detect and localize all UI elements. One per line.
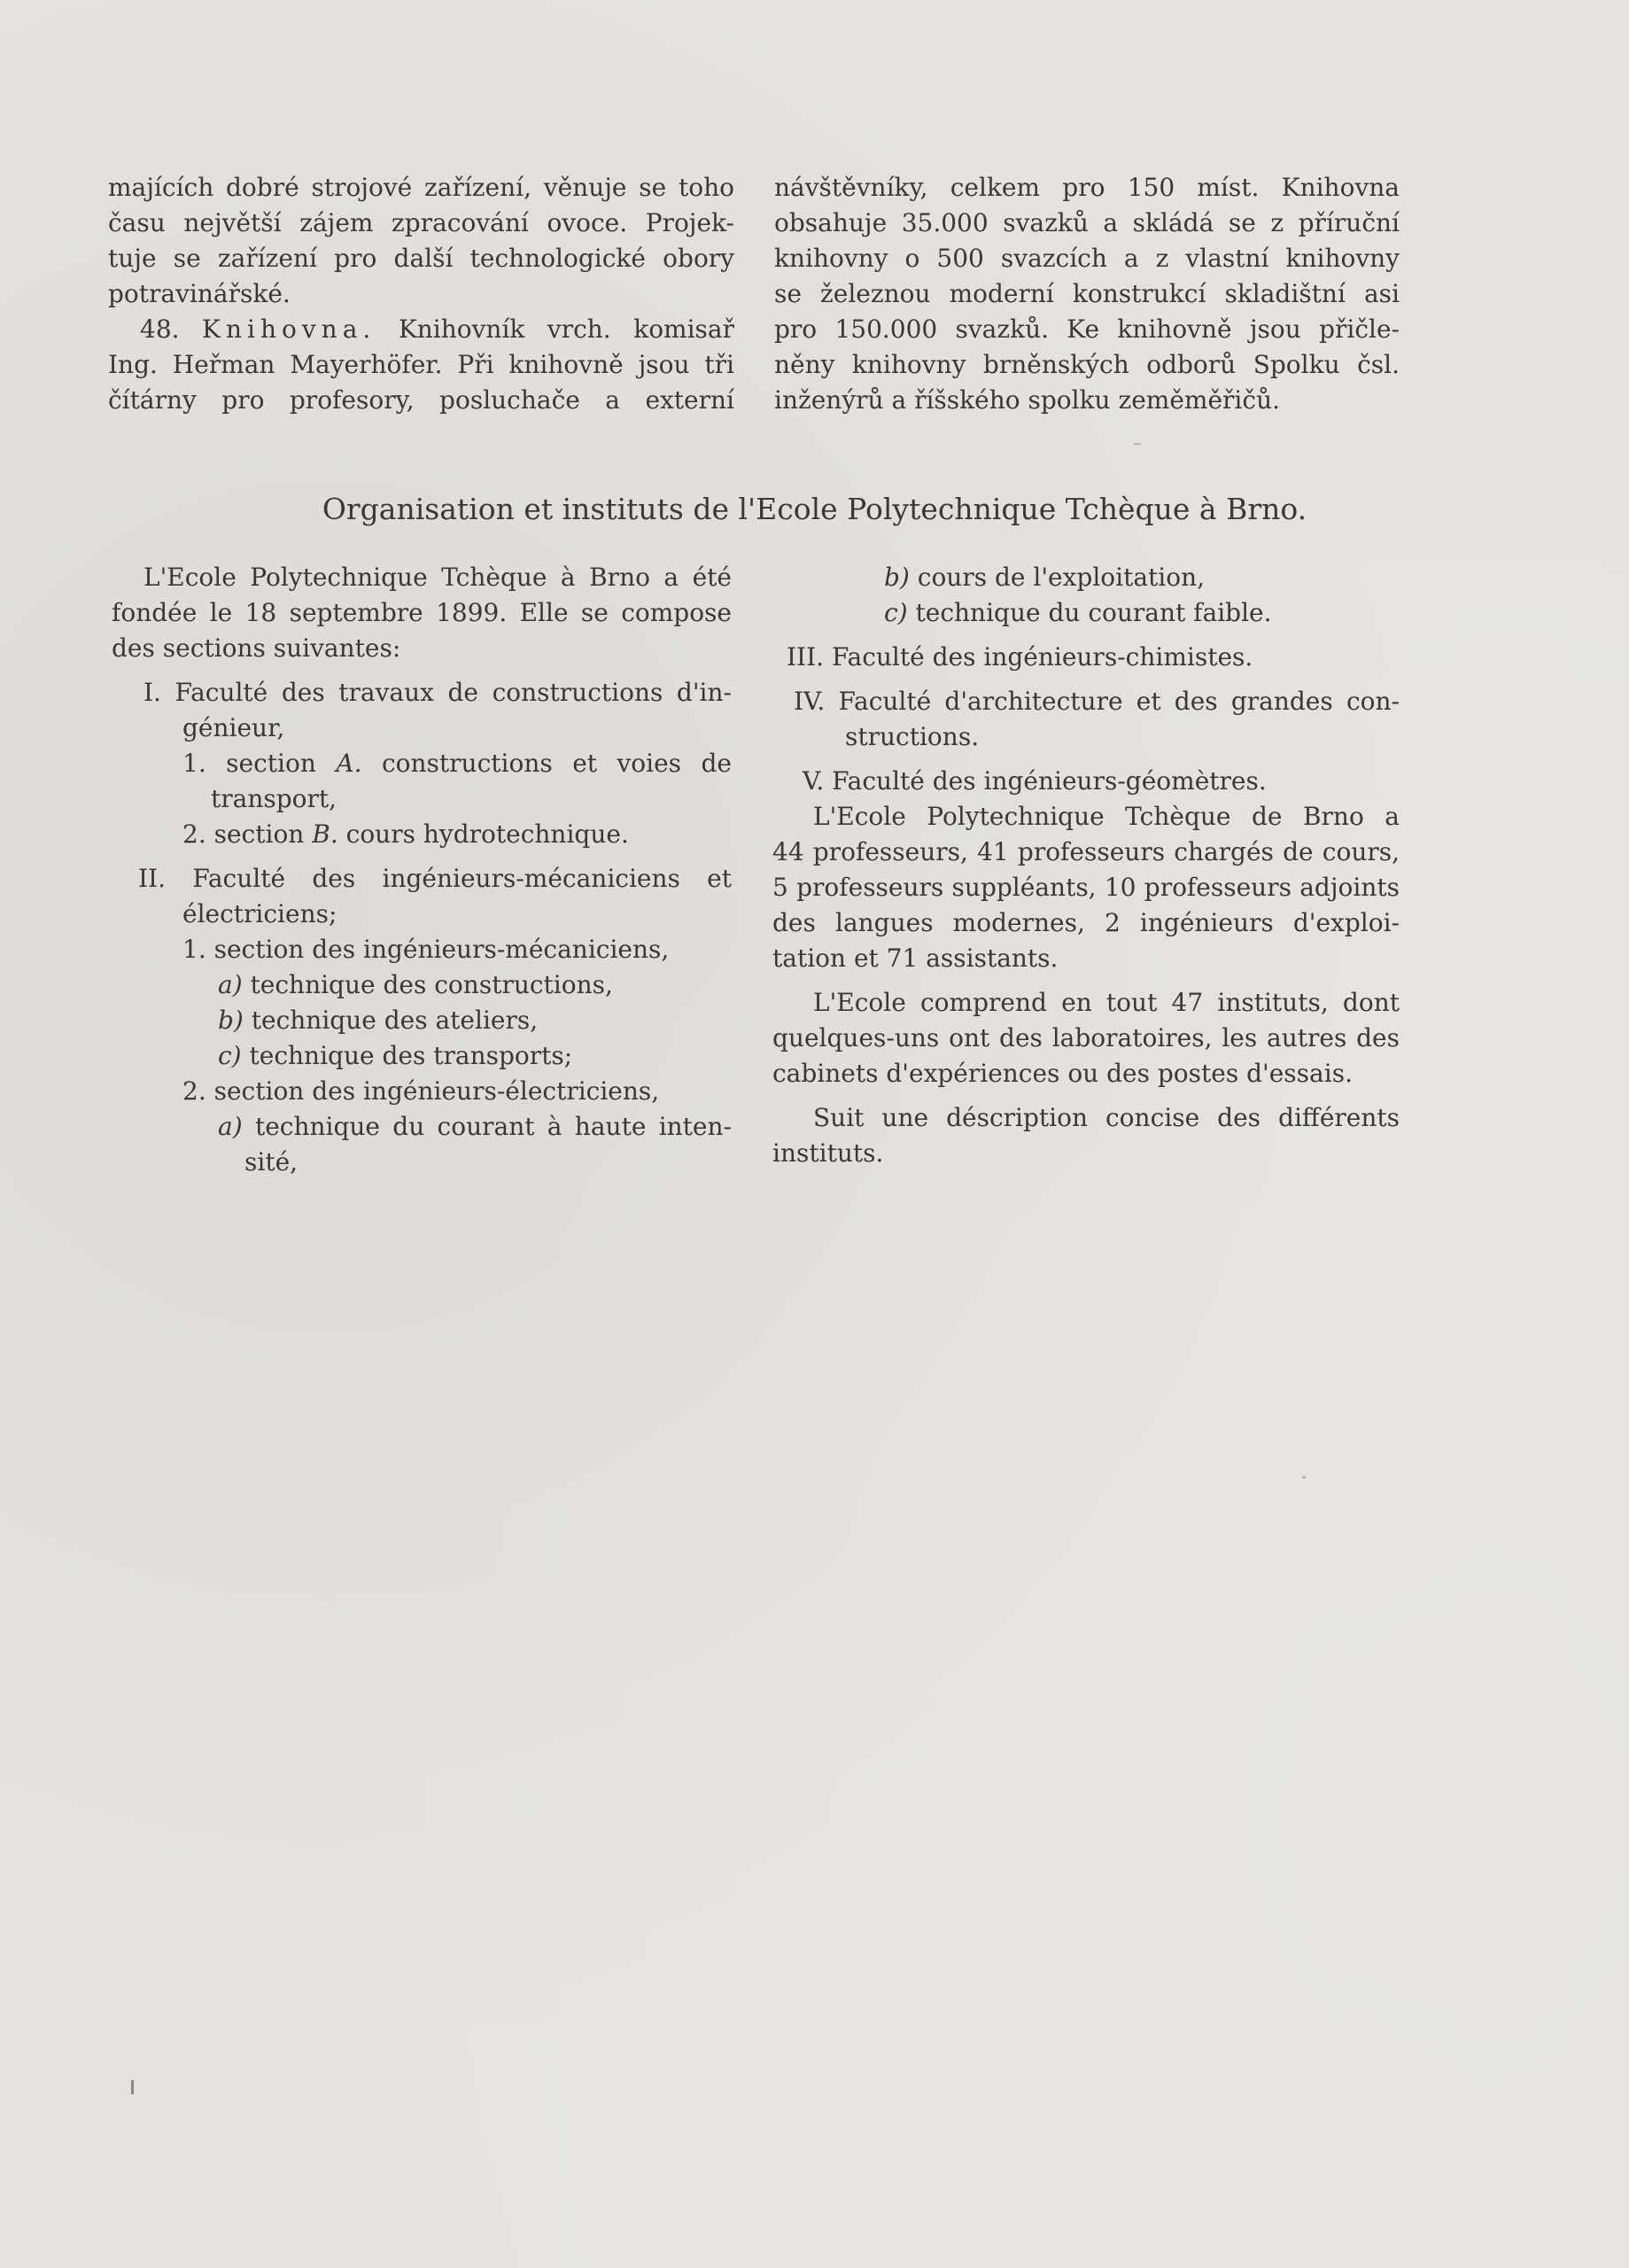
text-line: des langues modernes, 2 ingénieurs d'exploi- [772,908,1400,937]
subsection-item [772,560,1400,595]
subsection-text: technique du courant à haute inten- [254,1112,732,1141]
french-text-right-column [772,560,1400,1171]
subsection-item [772,595,1400,631]
subsection-letter: c) [884,598,908,627]
paper-speck [131,2080,134,2094]
subsection-text: technique des ateliers, [251,1006,539,1035]
subsection-text: technique du courant faible. [915,598,1272,627]
subsection-letter: a) [218,1112,243,1141]
section-label: 1. section [182,749,316,778]
text-line: majících dobré strojové zařízení, věnuje se toho [108,173,734,202]
subsection-item [112,967,732,1003]
text-line: pro 150.000 svazků. Ke knihovně jsou přičle- [774,315,1400,344]
text-line: cabinets d'expériences ou des postes d'essais. [772,1059,1353,1088]
text-line: návštěvníky, celkem pro 150 míst. Knihovna [774,173,1400,202]
text-line: čítárny pro profesory, posluchače a externí [108,385,734,415]
czech-text-left-column [108,170,734,418]
french-text-left-column [112,560,732,1180]
text-line: 44 professeurs, 41 professeurs chargés de cours, [772,837,1400,866]
section-letter: B. [312,819,338,849]
text-line: 5 professeurs suppléants, 10 professeurs adjoints [772,873,1400,902]
subsection-item [112,1038,732,1074]
subsection-item [112,1003,732,1038]
section-heading: Organisation et instituts de l'Ecole Polytechnique Tchèque à Brno. [322,492,1307,526]
subsection-item [112,1109,732,1145]
subsection-letter: b) [218,1006,244,1035]
czech-text-right-column [774,170,1400,418]
faculty-item: II. Faculté des ingénieurs-mécaniciens et [138,864,732,893]
item-text: Knihovník vrch. komisař [398,315,734,344]
text-line: se železnou moderní konstrukcí skladištní asi [774,279,1400,308]
text-line: inženýrů a říšského spolku zeměměřičů. [774,385,1281,415]
subsection-text: cours de l'exploitation, [917,563,1206,592]
faculty-item: électriciens; [182,899,337,928]
text-line: des sections suivantes: [112,633,401,663]
faculty-item: structions. [845,722,980,751]
text-line: obsahuje 35.000 svazků a skládá se z příruční [774,208,1400,237]
subsection-text: technique des constructions, [250,970,613,999]
text-line: instituts. [772,1138,884,1168]
text-line: quelques-uns ont des laboratoires, les autres des [772,1023,1400,1052]
text-line: potravinářské. [108,279,291,308]
text-line: L'Ecole Polytechnique Tchèque à Brno a été [144,563,732,592]
text-line: L'Ecole comprend en tout 47 instituts, dont [813,988,1400,1017]
paper-speck [1134,443,1141,445]
subsection-letter: b) [884,563,910,592]
section-text: cours hydrotechnique. [345,819,629,849]
section-item: 2. section des ingénieurs-électriciens, [182,1076,660,1106]
subsection-letter: c) [218,1041,242,1070]
section-item [112,746,732,781]
subsection-letter: a) [218,970,243,999]
faculty-item: IV. Faculté d'architecture et des grandes con- [794,687,1400,716]
text-line: něny knihovny brněnských odborů Spolku čsl. [774,350,1400,379]
item-number: 48. [140,315,180,344]
faculty-item: I. Faculté des travaux de constructions d'in- [144,678,732,707]
section-letter: A. [336,749,362,778]
text-line: Suit une déscription concise des différents [813,1103,1400,1132]
subsection-item: sité, [244,1147,299,1177]
text-line: knihovny o 500 svazcích a z vlastní knihovny [774,244,1400,273]
section-item [112,817,732,852]
paper-speck [1302,1476,1306,1479]
faculty-item: génieur, [182,713,285,742]
faculty-item: III. Faculté des ingénieurs-chimistes. [787,642,1253,672]
faculty-item: V. Faculté des ingénieurs-géomètres. [803,766,1267,796]
subsection-text: technique des transports; [249,1041,573,1070]
item-title: Knihovna. [202,315,376,344]
text-line: Ing. Heřman Mayerhöfer. Při knihovně jsou tři [108,350,734,379]
library-item-heading [108,312,734,347]
text-line: tation et 71 assistants. [772,944,1059,973]
section-item: transport, [211,784,337,813]
text-line: tuje se zařízení pro další technologické obory [108,244,734,273]
text-line: L'Ecole Polytechnique Tchèque de Brno a [813,802,1400,831]
text-line: času největší zájem zpracování ovoce. Projek- [108,208,734,237]
text-line: fondée le 18 septembre 1899. Elle se compose [112,598,732,627]
section-label: 2. section [182,819,305,849]
section-item: 1. section des ingénieurs-mécaniciens, [182,935,670,964]
section-text: constructions et voies de [381,749,732,778]
